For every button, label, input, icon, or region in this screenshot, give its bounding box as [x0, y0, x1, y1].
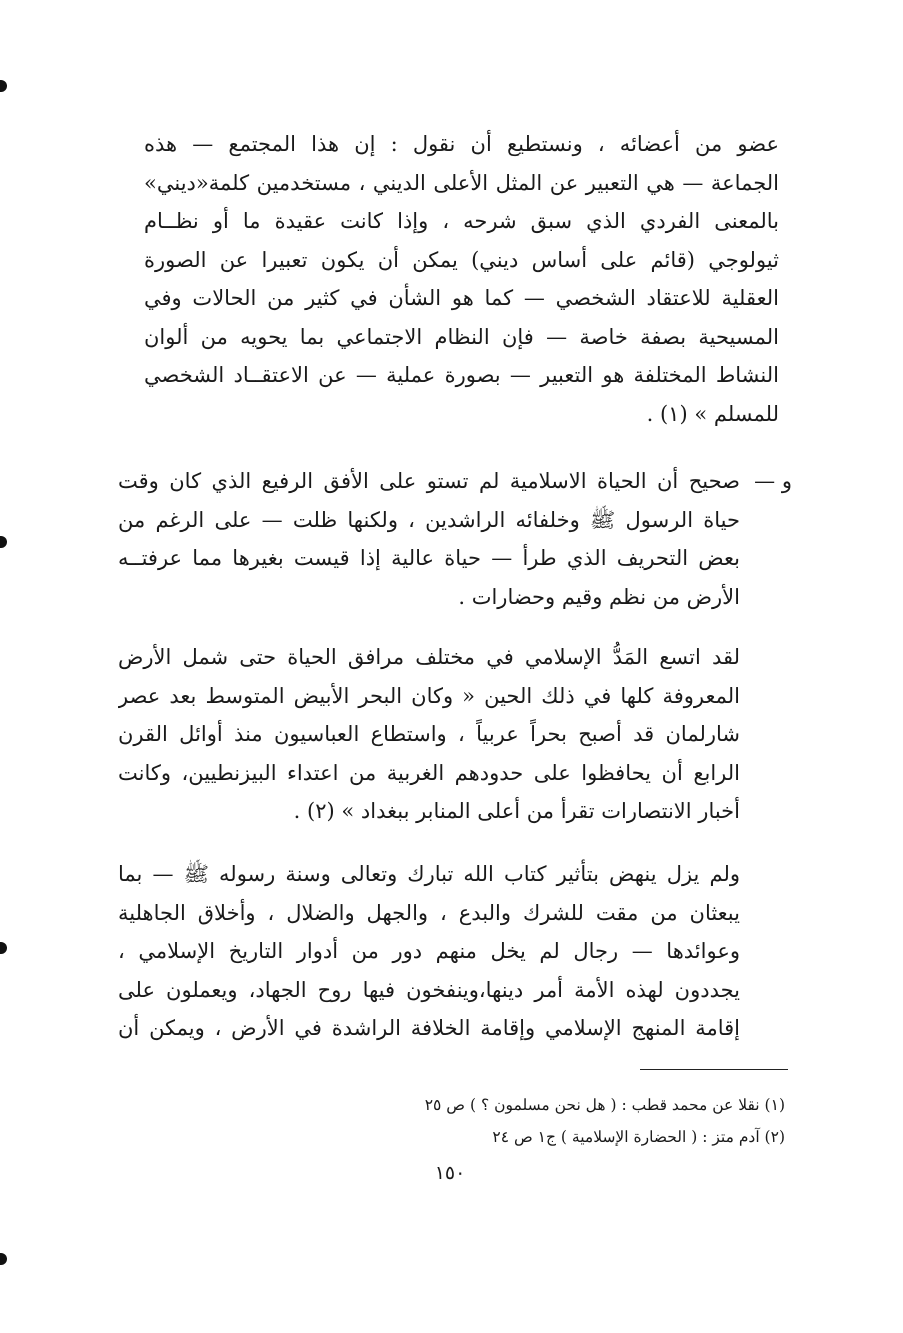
footnotes: [425, 1089, 785, 1153]
text-line: النشاط المختلفة هو التعبير — بصورة عملية — عن الاعتقــاد الشخصي: [144, 363, 779, 387]
text-line: صحيح أن الحياة الاسلامية لم تستو على الأفق الرفيع الذي كان وقت: [118, 469, 740, 493]
text-line: ثيولوجي (قائم على أساس ديني) يمكن أن يكون تعبيرا عن الصورة: [144, 247, 779, 272]
text-line: الأرض من نظم وقيم وحضارات .: [458, 584, 740, 609]
text-line: للمسلم » (١) .: [646, 401, 779, 426]
scan-edge-mark: [0, 536, 7, 548]
text-line: بعض التحريف الذي طرأ — حياة عالية إذا قيست بغيرها مما عرفتــه: [118, 546, 740, 570]
text-line: لقد اتسع المَدُّ الإسلامي في مختلف مرافق الحياة حتى شمل الأرض: [118, 645, 740, 669]
text-line: عضو من أعضائه ، ونستطيع أن نقول : إن هذا المجتمع — هذه: [144, 132, 779, 156]
text-line: المسيحية بصفة خاصة — فإن النظام الاجتماعي بما يحويه من ألوان: [144, 324, 779, 349]
text-line: ولم يزل ينهض بتأثير كتاب الله تبارك وتعالى وسنة رسوله ﷺ — بما: [118, 862, 740, 886]
text-line: حياة الرسول ﷺ وخلفائه الراشدين ، ولكنها ظلت — على الرغم من: [118, 507, 740, 532]
text-line: الرابع أن يحافظوا على حدودهم الغربية من اعتداء البيزنطيين، وكانت: [118, 760, 740, 785]
paragraph-4: [118, 855, 740, 1048]
text-line: المعروفة كلها في ذلك الحين « وكان البحر الأبيض المتوسط بعد عصر: [118, 683, 740, 708]
scan-edge-mark: [0, 80, 7, 92]
text-line: إقامة المنهج الإسلامي وإقامة الخلافة الراشدة في الأرض ، ويمكن أن: [118, 1016, 740, 1040]
paragraph-1: [144, 125, 779, 433]
text-line: وعوائدها — رجال لم يخل منهم دور من أدوار التاريخ الإسلامي ،: [118, 939, 740, 963]
paragraph-marker: و —: [754, 469, 792, 493]
text-line: شارلمان قد أصبح بحراً عربياً ، واستطاع العباسيون منذ أوائل القرن: [118, 722, 740, 746]
text-line: يجددون لهذه الأمة أمر دينها،وينفخون فيها روح الجهاد، ويعملون على: [118, 977, 740, 1002]
text-line: الجماعة — هي التعبير عن المثل الأعلى الديني ، مستخدمين كلمة«ديني»: [144, 170, 779, 195]
scan-edge-mark: [0, 942, 7, 954]
scan-edge-mark: [0, 1253, 7, 1265]
footnote-1: (١) نقلا عن محمد قطب : ( هل نحن مسلمون ؟ ) ص ٢٥: [424, 1096, 785, 1114]
page-number: ١٥٠: [434, 1162, 466, 1184]
paragraph-2: [118, 462, 740, 616]
text-line: بالمعنى الفردي الذي سبق شرحه ، وإذا كانت عقيدة ما أو نظــام: [144, 209, 779, 233]
paragraph-3: [118, 638, 740, 831]
text-line: العقلية للاعتقاد الشخصي — كما هو الشأن في كثير من الحالات وفي: [144, 286, 779, 310]
text-line: أخبار الانتصارات تقرأ من أعلى المنابر ببغداد » (٢) .: [293, 799, 740, 823]
footnote-separator: [640, 1069, 788, 1070]
text-line: يبعثان من مقت للشرك والبدع ، والجهل والضلال ، وأخلاق الجاهلية: [118, 900, 740, 925]
footnote-2: (٢) آدم متز : ( الحضارة الإسلامية ) ج١ ص ٢٤: [492, 1128, 785, 1146]
